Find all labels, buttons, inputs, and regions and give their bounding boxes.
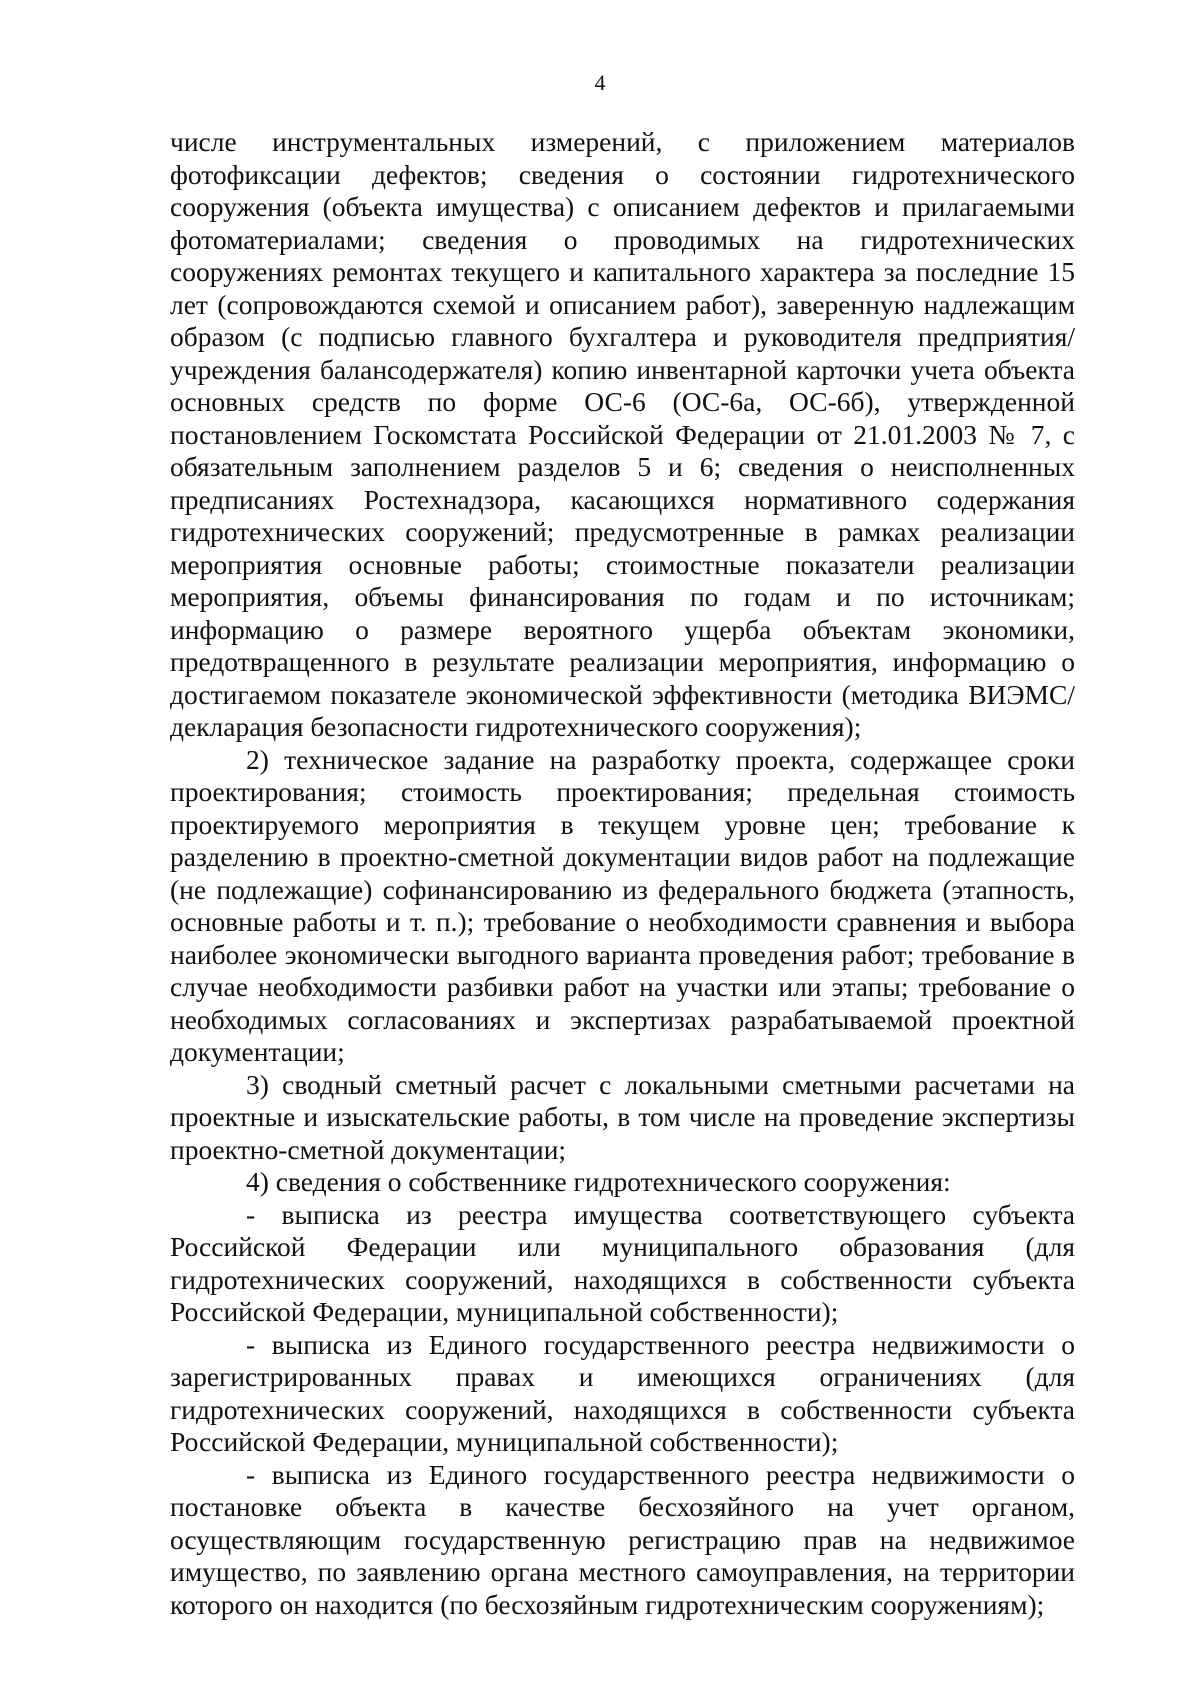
paragraph-item-4: 4) сведения о собственнике гидротехнического сооружения:: [246, 1166, 951, 1197]
page-number: 4: [594, 70, 606, 95]
document-body: [170, 126, 1075, 1621]
paragraph-continuation: числе инструментальных измерений, с приложением материалов фотофиксации дефектов; сведения о состоянии гидротехнического сооружения (объекта имущества) с описанием дефектов и прилагаемыми фотоматериалами; сведения о проводимых на гидротехнических сооружениях ремонтах текущего и капитального характера за последние 15 лет (сопровождаются схемой и описанием работ), заверенную надлежащим образом (с подписью главного бухгалтера и руководителя предприятия/учреждения балансодержателя) копию инвентарной карточки учета объекта основных средств по форме ОС-6 (ОС-6а, ОС-6б), утвержденной постановлением Госкомстата Российской Федерации от 21.01.2003 № 7, с обязательным заполнением разделов 5 и 6; сведения о неисполненных предписаниях Ростехнадзора, касающихся нормативного содержания гидротехнических сооружений; предусмотренные в рамках реализации мероприятия основные работы; стоимостные показатели реализации мероприятия, объемы финансирования по годам и по источникам; информацию о размере вероятного ущерба объектам экономики, предотвращенного в результате реализации мероприятия, информацию о достигаемом показателе экономической эффективности (методика ВИЭМС/декларация безопасности гидротехнического сооружения);: [170, 126, 1075, 742]
paragraph-dash-egrn-rights: - выписка из Единого государственного реестра недвижимости о зарегистрированных правах и имеющихся ограничениях (для гидротехнических сооружений, находящихся в собственности субъекта Российской Федерации, муниципальной собственности);: [170, 1328, 1075, 1457]
paragraph-item-2: 2) техническое задание на разработку проекта, содержащее сроки проектирования; стоимость проектирования; предельная стоимость проектируемого мероприятия в текущем уровне цен; требование к разделению в проектно-сметной документации видов работ на подлежащие (не подлежащие) софинансированию из федерального бюджета (этапность, основные работы и т. п.); требование о необходимости сравнения и выбора наиболее экономически выгодного варианта проведения работ; требование в случае необходимости разбивки работ на участки или этапы; требование о необходимых согласованиях и экспертизах разрабатываемой проектной документации;: [170, 743, 1075, 1067]
paragraph-item-3: 3) сводный сметный расчет с локальными сметными расчетами на проектные и изыскательские работы, в том числе на проведение экспертизы проектно-сметной документации;: [170, 1068, 1075, 1165]
paragraph-dash-municipal-registry: - выписка из реестра имущества соответствующего субъекта Российской Федерации или муниципального образования (для гидротехнических сооружений, находящихся в собственности субъекта Российской Федерации, муниципальной собственности);: [170, 1198, 1075, 1327]
paragraph-dash-egrn-ownerless: - выписка из Единого государственного реестра недвижимости о постановке объекта в качестве бесхозяйного на учет органом, осуществляющим государственную регистрацию прав на недвижимое имущество, по заявлению органа местного самоуправления, на территории которого он находится (по бесхозяйным гидротехническим сооружениям);: [170, 1458, 1075, 1620]
